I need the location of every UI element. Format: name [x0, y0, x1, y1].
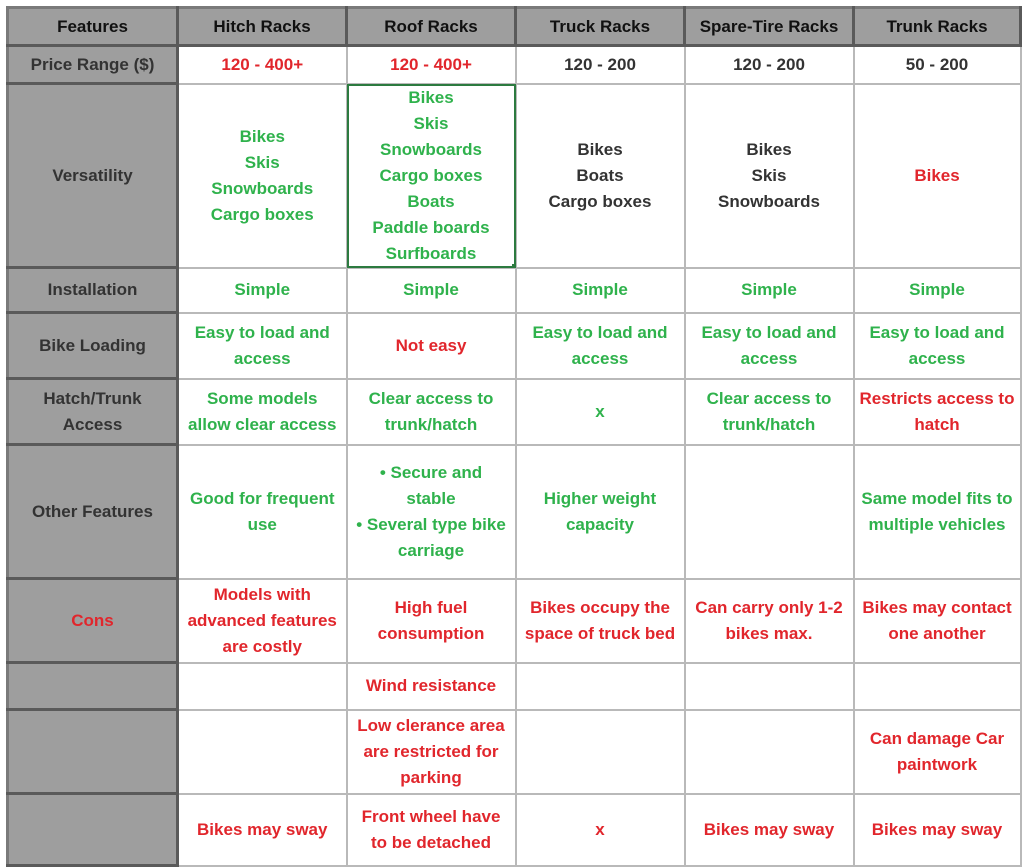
cell-content — [689, 137, 850, 215]
row-header-label: Installation — [47, 280, 138, 299]
cell-text-line: Simple — [234, 280, 291, 299]
cell-content — [689, 52, 850, 78]
row-header-label: Price Range ($) — [30, 54, 155, 74]
table-cell-truck-racks[interactable] — [516, 794, 685, 866]
cell-content — [351, 85, 512, 267]
cell-text-line: Cargo boxes — [379, 165, 483, 185]
cell-text-line: Snowboards — [211, 178, 314, 198]
table-cell-trunk-racks[interactable] — [854, 46, 1021, 84]
cell-content — [182, 320, 343, 372]
cell-text-line: advanced features — [187, 610, 337, 630]
table-row — [8, 710, 1021, 794]
row-header-cell — [8, 268, 178, 313]
cell-content — [520, 817, 681, 843]
table-cell-hitch-racks[interactable] — [178, 710, 347, 794]
cell-text-line: Not easy — [395, 335, 467, 355]
table-cell-truck-racks[interactable] — [516, 710, 685, 794]
cell-text-line: Boats — [576, 165, 624, 185]
row-header-label-line: Access — [62, 414, 123, 434]
cell-content — [520, 52, 681, 78]
cell-content — [689, 277, 850, 303]
table-row — [8, 579, 1021, 663]
row-header-label: Other Features — [32, 501, 153, 521]
cell-text-line: Same model fits to — [861, 488, 1013, 508]
cell-text-line: Low clerance area — [357, 715, 505, 735]
cell-text-line: to be detached — [371, 832, 491, 852]
cell-text-line: High fuel — [394, 597, 468, 617]
column-header-trunk-racks: Trunk Racks — [854, 8, 1021, 46]
table-cell-truck-racks[interactable] — [516, 663, 685, 710]
cell-text-line: bikes max. — [725, 623, 813, 643]
cell-content — [351, 595, 512, 647]
column-header-spare-tire-racks: Spare-Tire Racks — [685, 8, 854, 46]
row-header-cell — [8, 445, 178, 579]
table-cell-spare-tire-racks[interactable] — [685, 313, 854, 379]
cell-text-line: Snowboards — [717, 191, 820, 211]
bike-rack-comparison-table — [6, 6, 1022, 867]
table-cell-roof-racks[interactable] — [347, 445, 516, 579]
cell-text-line: paintwork — [896, 754, 978, 774]
table-cell-spare-tire-racks[interactable] — [685, 268, 854, 313]
cell-content — [182, 124, 343, 228]
cell-text-line: are restricted for — [363, 741, 499, 761]
cell-content — [520, 399, 681, 425]
cell-text-line: Easy to load and — [869, 322, 1005, 342]
row-header-label-line: Hatch/Trunk — [43, 388, 142, 408]
cell-content — [351, 673, 512, 699]
table-cell-truck-racks[interactable] — [516, 46, 685, 84]
table-cell-hitch-racks[interactable] — [178, 84, 347, 268]
cell-text-line: Wind resistance — [365, 676, 497, 695]
cell-content — [351, 386, 512, 438]
cell-text-line: trunk/hatch — [384, 414, 478, 434]
cell-content — [182, 582, 343, 660]
cell-text-line: Simple — [572, 280, 628, 299]
cell-text-line: Can damage Car — [869, 728, 1005, 748]
table-cell-roof-racks[interactable] — [347, 663, 516, 710]
cell-text-line: 120 - 200 — [733, 54, 805, 74]
table-cell-roof-racks[interactable] — [347, 268, 516, 313]
cell-text-line: access — [571, 348, 629, 368]
table-cell-hitch-racks[interactable] — [178, 46, 347, 84]
table-cell-hitch-racks[interactable] — [178, 445, 347, 579]
table-row — [8, 268, 1021, 313]
cell-text-line: Can carry only 1-2 — [695, 597, 843, 617]
table-cell-trunk-racks[interactable] — [854, 710, 1021, 794]
table-row — [8, 379, 1021, 445]
table-cell-trunk-racks[interactable] — [854, 84, 1021, 268]
table-cell-trunk-racks[interactable] — [854, 445, 1021, 579]
cell-text-line: Some models — [206, 388, 318, 408]
cell-text-line: Restricts access to — [859, 388, 1015, 408]
table-body — [8, 46, 1021, 866]
cell-text-line: 120 - 400+ — [221, 54, 304, 74]
cell-text-line: capacity — [565, 514, 635, 534]
cell-text-line: Skis — [413, 113, 449, 133]
table-cell-spare-tire-racks[interactable] — [685, 445, 854, 579]
cell-content — [858, 320, 1017, 372]
cell-text-line: • Several type bike — [356, 514, 506, 534]
table-cell-truck-racks[interactable] — [516, 445, 685, 579]
cell-content — [858, 726, 1017, 778]
cell-text-line: Bikes may sway — [871, 819, 1003, 839]
cell-content — [858, 163, 1017, 189]
table-cell-hitch-racks[interactable] — [178, 268, 347, 313]
cell-text-line: are costly — [222, 636, 302, 656]
row-header-cell — [8, 46, 178, 84]
cell-text-line: Good for frequent — [190, 488, 335, 508]
cell-text-line: multiple vehicles — [868, 514, 1006, 534]
cell-text-line: parking — [400, 767, 462, 787]
cell-text-line: Bikes — [914, 165, 960, 185]
cell-text-line: Simple — [909, 280, 965, 299]
cell-text-line: Models with — [213, 584, 311, 604]
column-header-truck-racks: Truck Racks — [516, 8, 685, 46]
cell-content — [182, 277, 343, 303]
cell-text-line: Simple — [741, 280, 797, 299]
cell-content — [689, 817, 850, 843]
table-cell-truck-racks[interactable] — [516, 268, 685, 313]
cell-text-line: 120 - 200 — [564, 54, 636, 74]
cell-content — [689, 386, 850, 438]
cell-content — [520, 320, 681, 372]
table-cell-roof-racks[interactable] — [347, 379, 516, 445]
row-header-cell — [8, 379, 178, 445]
table-cell-spare-tire-racks[interactable] — [685, 46, 854, 84]
cell-content — [351, 277, 512, 303]
cell-content — [351, 52, 512, 78]
column-header-features: Features — [8, 8, 178, 46]
header-row — [8, 8, 1021, 46]
column-header-hitch-racks: Hitch Racks — [178, 8, 347, 46]
cell-text-line: 120 - 400+ — [390, 54, 472, 74]
table-cell-trunk-racks[interactable] — [854, 794, 1021, 866]
cell-content — [858, 386, 1017, 438]
row-header-cell — [8, 710, 178, 794]
cell-text-line: Bikes — [746, 139, 792, 159]
table-row — [8, 663, 1021, 710]
cell-text-line: Bikes may sway — [703, 819, 835, 839]
table-row — [8, 46, 1021, 84]
cell-text-line: Cargo boxes — [548, 191, 652, 211]
table-row — [8, 445, 1021, 579]
table-cell-spare-tire-racks[interactable] — [685, 579, 854, 663]
table-cell-roof-racks[interactable] — [347, 579, 516, 663]
cell-text-line: carriage — [397, 540, 465, 560]
table-cell-truck-racks[interactable] — [516, 313, 685, 379]
cell-text-line: allow clear access — [188, 414, 337, 434]
cell-content — [182, 817, 343, 843]
cell-text-line: consumption — [377, 623, 485, 643]
table-cell-trunk-racks[interactable] — [854, 579, 1021, 663]
cell-text-line: Clear access to — [706, 388, 832, 408]
table-cell-truck-racks[interactable] — [516, 84, 685, 268]
table-row — [8, 84, 1021, 268]
cell-text-line: x — [595, 819, 605, 839]
row-header-cell — [8, 663, 178, 710]
cell-content — [689, 595, 850, 647]
table-cell-hitch-racks[interactable] — [178, 379, 347, 445]
table-cell-hitch-racks[interactable] — [178, 579, 347, 663]
table-row — [8, 794, 1021, 866]
table-row — [8, 313, 1021, 379]
cell-text-line: Bikes — [408, 87, 454, 107]
column-header-roof-racks: Roof Racks — [347, 8, 516, 46]
cell-text-line: Paddle boards — [372, 217, 490, 237]
table-cell-spare-tire-racks[interactable] — [685, 710, 854, 794]
row-header-cell — [8, 579, 178, 663]
cell-content — [182, 386, 343, 438]
table-cell-trunk-racks[interactable] — [854, 313, 1021, 379]
cell-content — [182, 486, 343, 538]
table-cell-trunk-racks[interactable] — [854, 379, 1021, 445]
cell-content — [351, 460, 512, 564]
cell-text-line: Bikes occupy the — [530, 597, 670, 617]
table-cell-trunk-racks[interactable] — [854, 268, 1021, 313]
cell-text-line: space of truck bed — [524, 623, 676, 643]
cell-content — [520, 595, 681, 647]
table-cell-roof-racks[interactable] — [347, 794, 516, 866]
cell-text-line: Simple — [403, 280, 459, 299]
cell-text-line: access — [233, 348, 291, 368]
cell-text-line: Bikes may sway — [197, 819, 328, 839]
cell-text-line: Easy to load and — [701, 322, 837, 342]
cell-text-line: Snowboards — [379, 139, 482, 159]
cell-text-line: Clear access to — [368, 388, 494, 408]
table-cell-spare-tire-racks[interactable] — [685, 379, 854, 445]
cell-text-line: Higher weight — [543, 488, 657, 508]
cell-text-line: access — [740, 348, 798, 368]
selected-cell-roof-racks[interactable] — [347, 84, 516, 268]
cell-text-line: one another — [888, 623, 986, 643]
cell-text-line: Skis — [244, 152, 280, 172]
table-cell-roof-racks[interactable] — [347, 313, 516, 379]
row-header-cell — [8, 313, 178, 379]
table-cell-roof-racks[interactable] — [347, 710, 516, 794]
cell-text-line: trunk/hatch — [722, 414, 816, 434]
row-header-label: Cons — [71, 610, 114, 630]
cell-content — [182, 52, 343, 78]
table-cell-truck-racks[interactable] — [516, 379, 685, 445]
table-cell-hitch-racks[interactable] — [178, 794, 347, 866]
cell-content — [858, 486, 1017, 538]
cell-content — [520, 486, 681, 538]
cell-text-line: 50 - 200 — [905, 54, 969, 74]
cell-text-line: Cargo boxes — [210, 204, 314, 224]
cell-content — [520, 277, 681, 303]
cell-content — [858, 277, 1017, 303]
table-cell-spare-tire-racks[interactable] — [685, 84, 854, 268]
cell-text-line: hatch — [914, 414, 960, 434]
cell-content — [858, 52, 1017, 78]
cell-text-line: Easy to load and — [194, 322, 330, 342]
row-header-label: Bike Loading — [39, 335, 146, 355]
table-cell-hitch-racks[interactable] — [178, 663, 347, 710]
cell-content — [351, 804, 512, 856]
cell-text-line: stable — [406, 488, 456, 508]
row-header-cell — [8, 84, 178, 268]
row-header-cell — [8, 794, 178, 866]
table-cell-trunk-racks[interactable] — [854, 663, 1021, 710]
cell-content — [858, 817, 1017, 843]
cell-text-line: Bikes — [577, 139, 623, 159]
cell-content — [351, 333, 512, 359]
cell-text-line: x — [595, 401, 605, 421]
selection-fill-handle[interactable] — [512, 264, 516, 268]
row-header-label: Versatility — [52, 165, 133, 185]
cell-text-line: Easy to load and — [532, 322, 668, 342]
cell-text-line: Front wheel have — [361, 806, 501, 826]
table-cell-truck-racks[interactable] — [516, 579, 685, 663]
cell-text-line: Skis — [751, 165, 787, 185]
cell-text-line: Bikes may contact — [862, 597, 1012, 617]
cell-content — [520, 137, 681, 215]
table-cell-roof-racks[interactable] — [347, 46, 516, 84]
table-cell-hitch-racks[interactable] — [178, 313, 347, 379]
cell-text-line: Boats — [407, 191, 455, 211]
table-cell-spare-tire-racks[interactable] — [685, 663, 854, 710]
cell-content — [351, 713, 512, 791]
cell-text-line: Surfboards — [385, 243, 477, 263]
cell-content — [858, 595, 1017, 647]
table-cell-spare-tire-racks[interactable] — [685, 794, 854, 866]
cell-text-line: • Secure and — [379, 462, 483, 482]
cell-text-line: use — [247, 514, 277, 534]
cell-text-line: Bikes — [239, 126, 285, 146]
cell-content — [689, 320, 850, 372]
comparison-table-container — [6, 6, 1019, 862]
cell-text-line: access — [908, 348, 966, 368]
